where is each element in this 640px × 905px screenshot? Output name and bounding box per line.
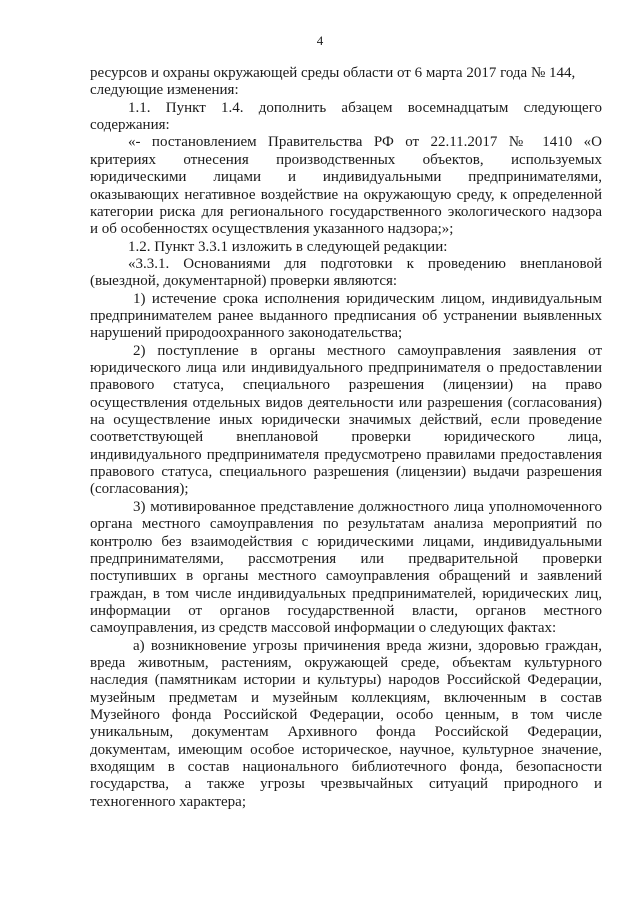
text-line: критериях отнесения производственных объектов, используемых — [90, 151, 602, 168]
text-line: контролю без взаимодействия с юридическими лицами, индивидуальными — [90, 533, 602, 550]
text-line: предпринимателями, рассмотрения или предварительной проверки — [90, 550, 602, 567]
text-line: музейным предметам и музейным коллекциям, включенным в состав — [90, 689, 602, 706]
text-line: 2) поступление в органы местного самоуправления заявления от — [133, 342, 602, 359]
text-line: юридического лица или индивидуального предпринимателя о предоставлении — [90, 360, 602, 376]
text-line: а) возникновение угрозы причинения вреда жизни, здоровью граждан, — [133, 637, 602, 654]
text-line: уникальным, документам Архивного фонда Российской Федерации, — [90, 724, 602, 741]
text-line: предпринимателем ранее выданного предписания об устранении выявленных — [90, 307, 602, 324]
text-line: государства, а также угрозы чрезвычайных ситуаций природного и — [90, 776, 602, 793]
text-line: самоуправления, из средств массовой информации о следующих фактах: — [90, 620, 557, 637]
text-line: оказывающих негативное воздействие на окружающую среду, к определенной — [90, 186, 602, 203]
text-line: техногенного характера; — [90, 793, 246, 810]
text-line: информации от органов государственной власти, органов местного — [90, 602, 602, 619]
text-line: органа местного самоуправления по результатам анализа мероприятий по — [90, 516, 602, 533]
page-number: 4 — [316, 33, 324, 48]
text-line: «3.3.1. Основаниями для подготовки к проведению внеплановой — [128, 255, 602, 272]
text-line: наследия (памятникам истории и культуры) народов Российской Федерации, — [90, 672, 602, 689]
text-line: содержания: — [90, 117, 170, 134]
text-line: и об особенностях осуществления указанного надзора;»; — [90, 221, 454, 238]
text-line: юридическими лицами и индивидуальными предпринимателями, — [90, 169, 602, 186]
text-line: индивидуального предпринимателя предусмотрено правилами предоставления — [90, 446, 602, 463]
text-line: 3) мотивированное представление должностного лица уполномоченного — [133, 498, 602, 515]
text-line: правового статуса, специального разрешения (лицензии) на право — [90, 377, 602, 394]
text-line: осуществления отдельных видов деятельности или разрешения (согласования) — [90, 394, 602, 411]
text-line: правового статуса, специального разрешения (лицензии) выдачи разрешения — [90, 464, 602, 481]
text-line: (согласования); — [90, 481, 189, 498]
text-line: входящим в состав национального библиотечного фонда, безопасности — [90, 759, 602, 775]
text-line: «- постановлением Правительства РФ от 22.11.2017 № 1410 «О — [128, 134, 602, 151]
text-line: категории риска для регионального государственного экологического надзора — [90, 203, 602, 220]
text-line: 1.1. Пункт 1.4. дополнить абзацем восемнадцатым следующего — [128, 99, 602, 116]
text-line: граждан, в том числе индивидуальных предпринимателей, юридических лиц, — [90, 585, 602, 602]
text-line: (выездной, документарной) проверки являются: — [90, 273, 398, 290]
text-line: документам, имеющим особое историческое, научное, культурное значение, — [90, 741, 602, 758]
text-line: вреда животным, растениям, окружающей среде, объектам культурного — [90, 654, 602, 671]
text-line: нарушений природоохранного законодательства; — [90, 325, 403, 342]
text-line: на осуществление иных юридически значимых действий, если проведение — [90, 412, 602, 428]
text-line: 1.2. Пункт 3.3.1 изложить в следующей редакции: — [128, 238, 448, 255]
text-line: поступивших в органы местного самоуправления обращений и заявлений — [90, 568, 602, 585]
text-line: следующие изменения: — [90, 82, 239, 99]
text-line: Музейного фонда Российской Федерации, особо ценным, в том числе — [90, 707, 602, 723]
text-line: 1) истечение срока исполнения юридическим лицом, индивидуальным — [133, 290, 602, 307]
text-line: ресурсов и охраны окружающей среды области от 6 марта 2017 года № 144, — [90, 65, 576, 81]
text-line: соответствующей внеплановой проверки юридического лица, — [90, 429, 602, 446]
